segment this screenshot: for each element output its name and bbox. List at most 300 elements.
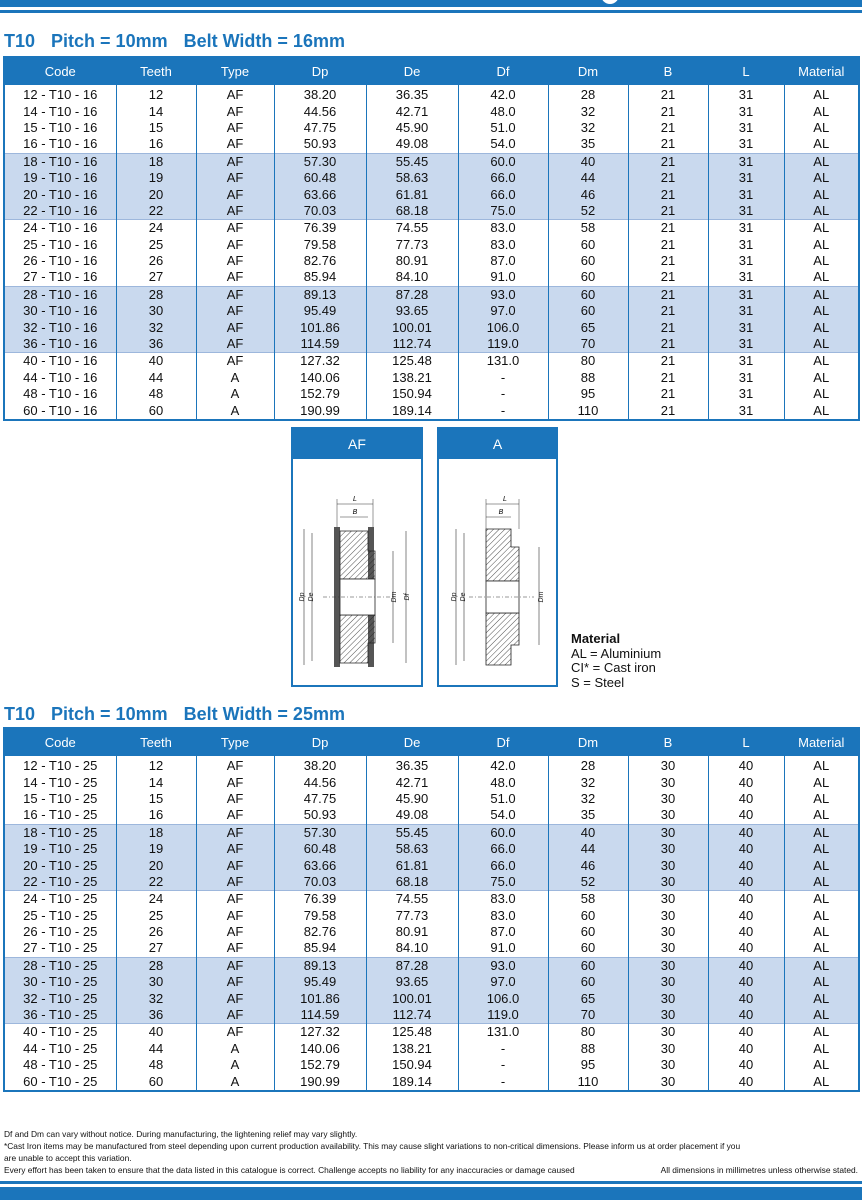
cell-b: 21 — [628, 220, 708, 237]
cell-dp: 47.75 — [274, 791, 366, 807]
cell-type: AF — [196, 186, 274, 202]
cell-df: 51.0 — [458, 791, 548, 807]
table-row — [4, 1057, 859, 1073]
cell-teeth: 25 — [116, 237, 196, 253]
cell-code: 12 - T10 - 16 — [4, 85, 116, 103]
cell-code: 36 - T10 - 16 — [4, 336, 116, 353]
cell-df: 91.0 — [458, 269, 548, 286]
cell-teeth: 12 — [116, 85, 196, 103]
table-row — [4, 990, 859, 1006]
cell-code: 20 - T10 - 25 — [4, 857, 116, 873]
cell-code: 15 - T10 - 16 — [4, 120, 116, 136]
cell-de: 189.14 — [366, 402, 458, 419]
cell-material: AL — [784, 237, 859, 253]
cell-teeth: 19 — [116, 170, 196, 186]
cell-b: 30 — [628, 774, 708, 790]
cell-teeth: 16 — [116, 807, 196, 824]
cell-b: 30 — [628, 841, 708, 857]
cell-material: AL — [784, 220, 859, 237]
cell-dm: 80 — [548, 353, 628, 370]
cell-dm: 60 — [548, 269, 628, 286]
column-header: Material — [784, 728, 859, 756]
cell-de: 36.35 — [366, 756, 458, 774]
cell-de: 87.28 — [366, 957, 458, 974]
cell-code: 26 - T10 - 16 — [4, 253, 116, 269]
cell-l: 31 — [708, 170, 784, 186]
cell-dm: 40 — [548, 824, 628, 841]
cell-code: 14 - T10 - 25 — [4, 774, 116, 790]
cell-de: 74.55 — [366, 891, 458, 908]
cell-df: 91.0 — [458, 940, 548, 957]
cell-teeth: 15 — [116, 120, 196, 136]
cell-teeth: 40 — [116, 353, 196, 370]
cell-l: 31 — [708, 386, 784, 402]
cell-teeth: 18 — [116, 824, 196, 841]
cell-dm: 70 — [548, 336, 628, 353]
cell-df: 66.0 — [458, 841, 548, 857]
cell-b: 21 — [628, 237, 708, 253]
cell-material: AL — [784, 336, 859, 353]
cell-dm: 44 — [548, 841, 628, 857]
cell-dp: 82.76 — [274, 924, 366, 940]
cell-material: AL — [784, 774, 859, 790]
cell-type: AF — [196, 924, 274, 940]
cell-type: AF — [196, 237, 274, 253]
cell-l: 31 — [708, 85, 784, 103]
cell-type: AF — [196, 974, 274, 990]
cell-teeth: 12 — [116, 756, 196, 774]
cell-code: 60 - T10 - 16 — [4, 402, 116, 419]
cell-teeth: 15 — [116, 791, 196, 807]
cell-material: AL — [784, 402, 859, 419]
cell-code: 28 - T10 - 16 — [4, 286, 116, 303]
cell-df: 83.0 — [458, 220, 548, 237]
pitch-label: Pitch = 10mm — [51, 31, 168, 51]
cell-dm: 65 — [548, 990, 628, 1006]
cell-code: 32 - T10 - 16 — [4, 319, 116, 335]
legend-item: CI* = Cast iron — [571, 660, 656, 675]
cell-code: 27 - T10 - 16 — [4, 269, 116, 286]
cell-l: 40 — [708, 807, 784, 824]
material-legend — [571, 632, 661, 690]
dim-l-label: L — [353, 496, 357, 503]
table-row — [4, 303, 859, 319]
cell-de: 150.94 — [366, 386, 458, 402]
cell-type: AF — [196, 957, 274, 974]
table-row — [4, 974, 859, 990]
cell-de: 55.45 — [366, 153, 458, 170]
cell-teeth: 32 — [116, 319, 196, 335]
cell-b: 30 — [628, 891, 708, 908]
pulley-table-25mm — [3, 727, 860, 1092]
cell-dm: 46 — [548, 186, 628, 202]
cell-type: AF — [196, 940, 274, 957]
belt-width-label: Belt Width = 16mm — [183, 31, 345, 51]
table-row — [4, 908, 859, 924]
table-row — [4, 874, 859, 891]
cell-l: 40 — [708, 874, 784, 891]
cell-teeth: 18 — [116, 153, 196, 170]
cell-l: 31 — [708, 220, 784, 237]
cell-df: 93.0 — [458, 957, 548, 974]
cell-code: 24 - T10 - 16 — [4, 220, 116, 237]
cell-de: 45.90 — [366, 791, 458, 807]
dim-dp-label: Dp — [299, 592, 306, 602]
cell-dp: 152.79 — [274, 1057, 366, 1073]
cell-teeth: 60 — [116, 1073, 196, 1090]
cell-type: A — [196, 1057, 274, 1073]
cell-teeth: 27 — [116, 940, 196, 957]
cell-code: 18 - T10 - 25 — [4, 824, 116, 841]
cell-dp: 57.30 — [274, 153, 366, 170]
section-title-16mm — [4, 31, 361, 51]
cell-material: AL — [784, 319, 859, 335]
cell-l: 40 — [708, 957, 784, 974]
table-row — [4, 286, 859, 303]
dim-dp-label: Dp — [451, 592, 458, 602]
cell-material: AL — [784, 1024, 859, 1041]
table-row — [4, 957, 859, 974]
cell-code: 48 - T10 - 16 — [4, 386, 116, 402]
cell-material: AL — [784, 874, 859, 891]
cell-teeth: 40 — [116, 1024, 196, 1041]
cell-l: 31 — [708, 353, 784, 370]
cell-df: 83.0 — [458, 891, 548, 908]
cell-code: 22 - T10 - 25 — [4, 874, 116, 891]
pitch-label: Pitch = 10mm — [51, 704, 168, 724]
cell-type: AF — [196, 103, 274, 119]
column-header: Teeth — [116, 728, 196, 756]
cell-dm: 60 — [548, 237, 628, 253]
cell-dm: 60 — [548, 908, 628, 924]
cell-b: 30 — [628, 974, 708, 990]
cell-material: AL — [784, 908, 859, 924]
cell-code: 18 - T10 - 16 — [4, 153, 116, 170]
cell-code: 40 - T10 - 16 — [4, 353, 116, 370]
cell-l: 31 — [708, 303, 784, 319]
cell-b: 21 — [628, 353, 708, 370]
column-header: Code — [4, 728, 116, 756]
cell-dm: 110 — [548, 402, 628, 419]
table-row — [4, 136, 859, 153]
cell-material: AL — [784, 203, 859, 220]
cell-teeth: 48 — [116, 1057, 196, 1073]
cell-dm: 58 — [548, 891, 628, 908]
cell-l: 31 — [708, 402, 784, 419]
table-row — [4, 1024, 859, 1041]
cell-l: 40 — [708, 990, 784, 1006]
cell-b: 30 — [628, 1007, 708, 1024]
table-row — [4, 891, 859, 908]
column-header: Dp — [274, 728, 366, 756]
cell-l: 40 — [708, 857, 784, 873]
column-header: Dm — [548, 57, 628, 85]
cell-de: 112.74 — [366, 1007, 458, 1024]
cell-dp: 50.93 — [274, 807, 366, 824]
cell-teeth: 44 — [116, 370, 196, 386]
cell-type: AF — [196, 336, 274, 353]
cell-df: 106.0 — [458, 990, 548, 1006]
cell-material: AL — [784, 303, 859, 319]
cell-material: AL — [784, 990, 859, 1006]
cell-code: 32 - T10 - 25 — [4, 990, 116, 1006]
cell-l: 40 — [708, 1024, 784, 1041]
cell-df: 87.0 — [458, 253, 548, 269]
cell-material: AL — [784, 824, 859, 841]
cell-dp: 114.59 — [274, 336, 366, 353]
cell-dp: 79.58 — [274, 908, 366, 924]
cell-type: AF — [196, 891, 274, 908]
cell-code: 16 - T10 - 16 — [4, 136, 116, 153]
cell-code: 12 - T10 - 25 — [4, 756, 116, 774]
pulley-af-drawing — [293, 459, 421, 685]
cell-b: 21 — [628, 269, 708, 286]
cell-dp: 70.03 — [274, 203, 366, 220]
cell-dm: 88 — [548, 1041, 628, 1057]
cell-dp: 63.66 — [274, 186, 366, 202]
cell-dp: 127.32 — [274, 1024, 366, 1041]
cell-de: 49.08 — [366, 807, 458, 824]
cell-type: AF — [196, 908, 274, 924]
column-header: Dp — [274, 57, 366, 85]
legend-title: Material — [571, 631, 621, 646]
cell-material: AL — [784, 924, 859, 940]
cell-dp: 76.39 — [274, 891, 366, 908]
table-row — [4, 857, 859, 873]
cell-dp: 44.56 — [274, 103, 366, 119]
cell-dp: 76.39 — [274, 220, 366, 237]
column-header: Df — [458, 57, 548, 85]
table-row — [4, 940, 859, 957]
cell-dm: 60 — [548, 924, 628, 940]
pulley-table-16mm — [3, 56, 860, 421]
table-row — [4, 807, 859, 824]
cell-dm: 58 — [548, 220, 628, 237]
cell-df: 119.0 — [458, 1007, 548, 1024]
cell-dp: 82.76 — [274, 253, 366, 269]
cell-teeth: 26 — [116, 253, 196, 269]
cell-b: 30 — [628, 756, 708, 774]
cell-dm: 65 — [548, 319, 628, 335]
cell-b: 21 — [628, 402, 708, 419]
cell-df: 83.0 — [458, 908, 548, 924]
cell-dp: 44.56 — [274, 774, 366, 790]
cell-teeth: 28 — [116, 286, 196, 303]
cell-code: 20 - T10 - 16 — [4, 186, 116, 202]
cell-de: 87.28 — [366, 286, 458, 303]
cell-dp: 60.48 — [274, 841, 366, 857]
cell-de: 68.18 — [366, 874, 458, 891]
cell-dp: 190.99 — [274, 402, 366, 419]
cell-teeth: 30 — [116, 303, 196, 319]
cell-dm: 70 — [548, 1007, 628, 1024]
table-row — [4, 85, 859, 103]
cell-df: - — [458, 386, 548, 402]
cell-code: 48 - T10 - 25 — [4, 1057, 116, 1073]
diagram-a-title: A — [439, 429, 556, 459]
cell-df: 51.0 — [458, 120, 548, 136]
dim-l-label: L — [503, 496, 507, 503]
cell-b: 30 — [628, 807, 708, 824]
cell-l: 31 — [708, 319, 784, 335]
cell-dp: 38.20 — [274, 85, 366, 103]
cell-dm: 35 — [548, 136, 628, 153]
cell-dp: 38.20 — [274, 756, 366, 774]
cell-l: 31 — [708, 370, 784, 386]
cell-dp: 57.30 — [274, 824, 366, 841]
cell-b: 21 — [628, 186, 708, 202]
note-line-disclaimer — [4, 1164, 862, 1176]
cell-l: 40 — [708, 841, 784, 857]
cell-type: AF — [196, 807, 274, 824]
cell-type: AF — [196, 286, 274, 303]
cell-df: 97.0 — [458, 974, 548, 990]
cell-b: 21 — [628, 120, 708, 136]
cell-dp: 140.06 — [274, 1041, 366, 1057]
cell-type: A — [196, 1041, 274, 1057]
cell-teeth: 24 — [116, 220, 196, 237]
cell-material: AL — [784, 103, 859, 119]
cell-de: 189.14 — [366, 1073, 458, 1090]
cell-material: AL — [784, 170, 859, 186]
column-header: Code — [4, 57, 116, 85]
cell-l: 40 — [708, 1073, 784, 1090]
section-title-25mm — [4, 704, 361, 724]
cell-type: AF — [196, 824, 274, 841]
cell-de: 55.45 — [366, 824, 458, 841]
cell-teeth: 14 — [116, 103, 196, 119]
table-row — [4, 103, 859, 119]
cell-teeth: 44 — [116, 1041, 196, 1057]
cell-material: AL — [784, 1057, 859, 1073]
cell-dm: 46 — [548, 857, 628, 873]
table-row — [4, 841, 859, 857]
cell-l: 40 — [708, 940, 784, 957]
cell-material: AL — [784, 1041, 859, 1057]
cell-dp: 190.99 — [274, 1073, 366, 1090]
cell-material: AL — [784, 136, 859, 153]
cell-de: 84.10 — [366, 269, 458, 286]
pulley-a-drawing — [439, 459, 556, 685]
cell-code: 25 - T10 - 16 — [4, 237, 116, 253]
cell-type: AF — [196, 990, 274, 1006]
cell-dm: 80 — [548, 1024, 628, 1041]
table-row — [4, 336, 859, 353]
cell-l: 31 — [708, 253, 784, 269]
cell-type: AF — [196, 269, 274, 286]
cell-dm: 52 — [548, 203, 628, 220]
table-row — [4, 824, 859, 841]
cell-de: 138.21 — [366, 370, 458, 386]
cell-df: 131.0 — [458, 1024, 548, 1041]
cell-df: 66.0 — [458, 857, 548, 873]
cell-material: AL — [784, 791, 859, 807]
cell-l: 40 — [708, 891, 784, 908]
cell-type: AF — [196, 1007, 274, 1024]
column-header: De — [366, 728, 458, 756]
cell-df: - — [458, 1041, 548, 1057]
table-header — [4, 728, 859, 756]
cell-material: AL — [784, 286, 859, 303]
cell-code: 60 - T10 - 25 — [4, 1073, 116, 1090]
column-header: L — [708, 728, 784, 756]
cell-type: AF — [196, 1024, 274, 1041]
cell-material: AL — [784, 841, 859, 857]
cell-df: - — [458, 402, 548, 419]
cell-de: 80.91 — [366, 924, 458, 940]
cell-dp: 60.48 — [274, 170, 366, 186]
table-row — [4, 203, 859, 220]
cell-teeth: 25 — [116, 908, 196, 924]
cell-code: 15 - T10 - 25 — [4, 791, 116, 807]
cell-de: 45.90 — [366, 120, 458, 136]
disclaimer-text: Every effort has been taken to ensure that the data listed in this catalogue is correct. Challenge accepts no liability for any inaccuracies or damage caused — [4, 1165, 575, 1175]
cell-de: 150.94 — [366, 1057, 458, 1073]
cell-type: AF — [196, 136, 274, 153]
note-line: Df and Dm can vary without notice. During manufacturing, the lightening relief may vary slightly. — [4, 1129, 358, 1139]
cell-df: 66.0 — [458, 170, 548, 186]
cell-type: A — [196, 1073, 274, 1090]
dim-de-label: De — [460, 592, 467, 602]
cell-df: 48.0 — [458, 103, 548, 119]
cell-de: 58.63 — [366, 841, 458, 857]
cell-type: AF — [196, 253, 274, 269]
cell-df: 60.0 — [458, 153, 548, 170]
cell-b: 21 — [628, 336, 708, 353]
cell-dm: 32 — [548, 120, 628, 136]
table-row — [4, 1007, 859, 1024]
cell-b: 21 — [628, 319, 708, 335]
cell-material: AL — [784, 370, 859, 386]
diagram-a — [437, 427, 558, 687]
note-line: are unable to accept this variation. — [4, 1153, 132, 1163]
cell-l: 31 — [708, 336, 784, 353]
cell-de: 125.48 — [366, 1024, 458, 1041]
cell-type: AF — [196, 756, 274, 774]
cell-b: 30 — [628, 924, 708, 940]
cell-b: 30 — [628, 1041, 708, 1057]
cell-code: 30 - T10 - 25 — [4, 974, 116, 990]
cell-de: 68.18 — [366, 203, 458, 220]
cell-b: 30 — [628, 957, 708, 974]
cell-type: AF — [196, 303, 274, 319]
cell-l: 40 — [708, 1007, 784, 1024]
cell-l: 31 — [708, 136, 784, 153]
cell-material: AL — [784, 974, 859, 990]
cell-b: 21 — [628, 386, 708, 402]
cell-teeth: 26 — [116, 924, 196, 940]
table-row — [4, 791, 859, 807]
cell-b: 21 — [628, 303, 708, 319]
cell-code: 36 - T10 - 25 — [4, 1007, 116, 1024]
cell-b: 30 — [628, 1057, 708, 1073]
column-header: Material — [784, 57, 859, 85]
cell-material: AL — [784, 957, 859, 974]
column-header: B — [628, 57, 708, 85]
cell-dp: 89.13 — [274, 957, 366, 974]
cell-type: AF — [196, 319, 274, 335]
column-header: Df — [458, 728, 548, 756]
cell-b: 30 — [628, 857, 708, 873]
cell-b: 21 — [628, 203, 708, 220]
cell-de: 36.35 — [366, 85, 458, 103]
cell-dp: 85.94 — [274, 269, 366, 286]
cell-dp: 101.86 — [274, 319, 366, 335]
cell-de: 84.10 — [366, 940, 458, 957]
cell-de: 74.55 — [366, 220, 458, 237]
cell-dp: 85.94 — [274, 940, 366, 957]
cell-l: 31 — [708, 153, 784, 170]
